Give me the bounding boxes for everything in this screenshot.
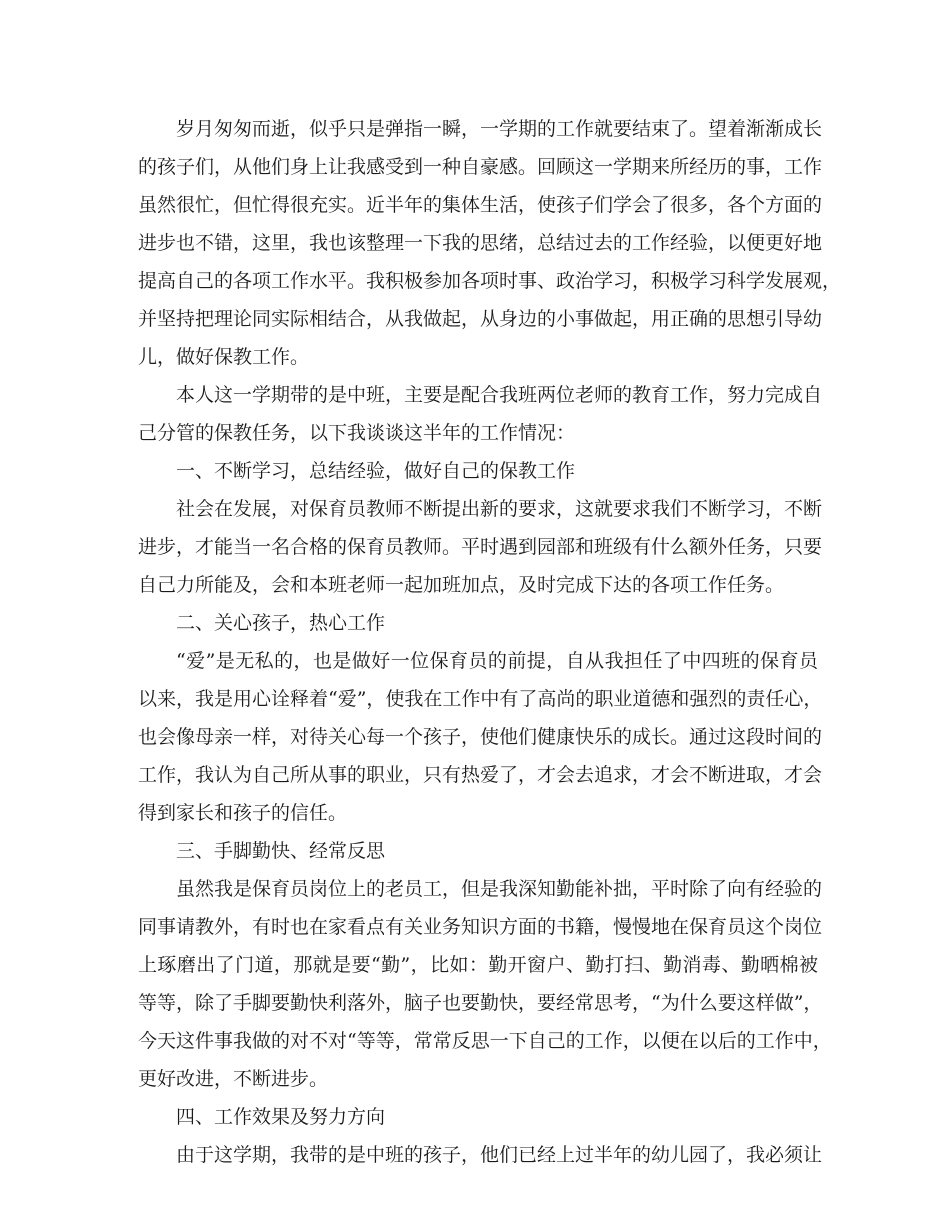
paragraph-line: 工作，我认为自己所从事的职业，只有热爱了，才会去追求，才会不断进取，才会 [138, 764, 823, 786]
paragraph-line: 的孩子们，从他们身上让我感受到一种自豪感。回顾这一学期来所经历的事，工作 [138, 156, 823, 178]
paragraph-line: 提高自己的各项工作水平。我积极参加各项时事、政治学习，积极学习科学发展观， [138, 270, 842, 292]
paragraph-line: 等等，除了手脚要勤快利落外，脑子也要勤快，要经常思考，“为什么要这样做”， [138, 992, 823, 1014]
paragraph-line: 自己力所能及，会和本班老师一起加班加点，及时完成下达的各项工作任务。 [138, 574, 785, 596]
paragraph-line: 儿，做好保教工作。 [138, 346, 310, 368]
paragraph-line: 虽然我是保育员岗位上的老员工，但是我深知勤能补拙，平时除了向有经验的 [176, 878, 823, 900]
section-heading: 四、工作效果及努力方向 [176, 1106, 386, 1128]
paragraph-line: “爱”是无私的，也是做好一位保育员的前提，自从我担任了中四班的保育员 [176, 650, 818, 672]
paragraph-line: 同事请教外，有时也在家看点有关业务知识方面的书籍，慢慢地在保育员这个岗位 [138, 916, 823, 938]
paragraph-line: 岁月匆匆而逝，似乎只是弹指一瞬，一学期的工作就要结束了。望着渐渐成长 [176, 118, 823, 140]
paragraph-line: 上琢磨出了门道，那就是要“勤”，比如：勤开窗户、勤打扫、勤消毒、勤晒棉被 [138, 954, 818, 976]
section-heading: 三、手脚勤快、经常反思 [176, 840, 386, 862]
paragraph-line: 虽然很忙，但忙得很充实。近半年的集体生活，使孩子们学会了很多，各个方面的 [138, 194, 823, 216]
paragraph-line: 得到家长和孩子的信任。 [138, 802, 348, 824]
paragraph-line: 也会像母亲一样，对待关心每一个孩子，使他们健康快乐的成长。通过这段时间的 [138, 726, 823, 748]
paragraph-line: 进步，才能当一名合格的保育员教师。平时遇到园部和班级有什么额外任务，只要 [138, 536, 823, 558]
section-heading: 一、不断学习，总结经验，做好自己的保教工作 [176, 460, 576, 482]
paragraph-line: 由于这学期，我带的是中班的孩子，他们已经上过半年的幼儿园了，我必须让 [176, 1144, 823, 1166]
paragraph-line: 进步也不错，这里，我也该整理一下我的思绪，总结过去的工作经验，以便更好地 [138, 232, 823, 254]
paragraph-line: 己分管的保教任务，以下我谈谈这半年的工作情况： [138, 422, 576, 444]
paragraph-line: 今天这件事我做的对不对“等等，常常反思一下自己的工作，以便在以后的工作中， [138, 1030, 832, 1052]
section-heading: 二、关心孩子，热心工作 [176, 612, 386, 634]
paragraph-line: 以来，我是用心诠释着“爱”，使我在工作中有了高尚的职业道德和强烈的责任心， [138, 688, 823, 710]
paragraph-line: 社会在发展，对保育员教师不断提出新的要求，这就要求我们不断学习，不断 [176, 498, 823, 520]
paragraph-line: 更好改进，不断进步。 [138, 1068, 329, 1090]
paragraph-line: 并坚持把理论同实际相结合，从我做起，从身边的小事做起，用正确的思想引导幼 [138, 308, 823, 330]
paragraph-line: 本人这一学期带的是中班，主要是配合我班两位老师的教育工作，努力完成自 [176, 384, 823, 406]
